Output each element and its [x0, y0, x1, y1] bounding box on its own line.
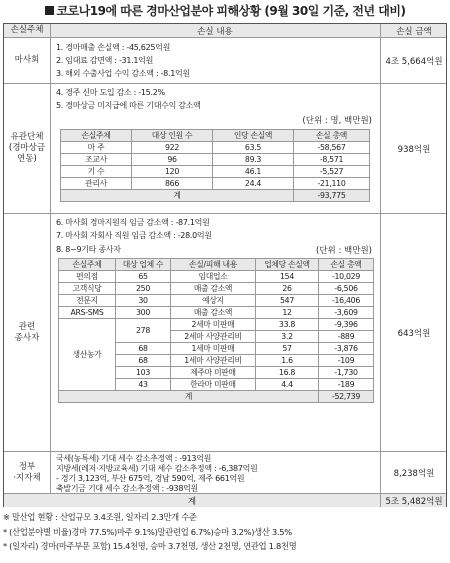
gov-line: 축발기금 기대 세수 감소추정액 : -938억원 [56, 484, 198, 493]
table-row: 2세마 사양관리비 3.2 -889 [59, 331, 374, 343]
related-line: 8. 8~9기타 종사자 [56, 245, 121, 254]
table-row: 생산농가 278 2세마 미판매 33.8 -9,396 [59, 319, 374, 331]
footnote-line: * (일자리) 경마(마주부문 포함) 15.4천명, 승마 3.7천명, 생산 2천명, 연관업 1.8천명 [3, 541, 297, 551]
union-line: 5. 경마상금 미지급에 따른 기대수익 감소액 [56, 101, 201, 110]
grand-total-label: 계 [187, 496, 197, 507]
related-amount: 643억원 [380, 214, 447, 451]
row-union [4, 84, 446, 214]
mahwa-line: 1. 경마매출 손실액 : -45,625억원 [56, 43, 171, 52]
row-gov [4, 452, 446, 494]
mahwa-subject: 마사회 [4, 38, 51, 83]
table-row: 기 수 120 46.1 -5,527 [61, 166, 370, 178]
row-mahwa [4, 38, 446, 84]
grand-total-amount: 5조 5,482억원 [380, 494, 447, 507]
grand-total-row [4, 494, 446, 507]
row-related [4, 214, 446, 452]
union-unit: (단위 : 명, 백만원) [302, 116, 372, 126]
gov-amount: 8,238억원 [380, 452, 447, 493]
page-title: 코로나19에 따른 경마산업분야 피해상황 (9월 30일 기준, 전년 대비) [0, 0, 450, 22]
footnote-line: * (산업분야별 비율)경마 77.5%)마주 9.1%)말관련업 6.7%)승마 3.2%)생산 3.5% [3, 527, 292, 537]
union-amount: 938억원 [380, 84, 447, 213]
related-content [50, 214, 380, 451]
gov-subject: 정부 ·지자체 [4, 452, 51, 493]
table-row: 68 1세마 미판매 57 -3,876 [59, 343, 374, 355]
farm-label: 생산농가 [59, 319, 116, 391]
mahwa-amount: 4조 5,664억원 [380, 38, 447, 83]
table-row: ARS-SMS 300 매출 감소액 12 -3,609 [59, 307, 374, 319]
gov-line: 지방세(레저·지방교육세) 기대 세수 감소추정액 : -6,387억원 [56, 464, 258, 473]
header-amount: 손실 금액 [380, 24, 447, 37]
related-subject: 관련 종사자 [4, 214, 51, 451]
table-row: 43 한라마 미판매 4.4 -189 [59, 379, 374, 391]
table-row: 전문지 30 예상지 547 -16,406 [59, 295, 374, 307]
header-content: 손실 내용 [197, 26, 233, 37]
mahwa-content [50, 38, 380, 83]
mahwa-line: 2. 임대료 감면액 : -31.1억원 [56, 56, 154, 65]
table-row: 관리사 866 24.4 -21,110 [61, 178, 370, 190]
related-line: 7. 마사회 자회사 직원 임금 감소액 : -28.0억원 [56, 231, 212, 240]
union-content [50, 84, 380, 213]
table-row: 68 1세마 사양관리비 1.6 -109 [59, 355, 374, 367]
gov-content [50, 452, 380, 493]
footnotes [3, 509, 447, 553]
header-subject: 손실주체 [4, 24, 51, 37]
total-row: 계 -93,775 [61, 190, 370, 202]
mahwa-line: 3. 해외 수출사업 수익 감소액 : -8.1억원 [56, 69, 190, 78]
square-bullet-icon [45, 6, 54, 15]
total-row: 계 -52,739 [59, 391, 374, 403]
union-line: 4. 경주 신마 도입 감소 : -15.2% [56, 88, 165, 97]
union-inner-table: 손실주체 대상 인원 수 인당 손실액 손실 총액 마 주 922 63.5 -58,567 조교사 96 89.3 -8,571 기 수 120 46.1 -5,527 관리사 866 24.4 -21,110 계 -93,775 [60, 129, 370, 202]
table-row: 마 주 922 63.5 -58,567 [61, 142, 370, 154]
union-subject: 유관단체 (경마상금 연동) [4, 84, 51, 213]
related-inner-table: 손실주체 대상 업체 수 손실/피해 내용 업체당 손실액 손실 총액 편의점 65 임대업소 154 -10,029 고객식당 250 매출 감소액 26 -6,506 전문지 30 예상지 547 -16,406 ARS-SMS 300 매출 감소액 12 -3,609 생산농가 278 2세마 미판매 33.8 -9,396 2세마 사양관리비 3.2 -889 68 1세마 미판매 57 -3,876 68 1세마 사양관리비 1.6 -109 103 제주마 미판매 16.8 -1,730 43 한라마 미판매 4.4 -189 계 -52,739 [58, 258, 374, 403]
related-unit: (단위 : 백만원) [316, 246, 372, 256]
damage-table [3, 23, 447, 507]
related-line: 6. 마사회 경마지원직 임금 감소액 : -87.1억원 [56, 218, 210, 227]
table-row: 편의점 65 임대업소 154 -10,029 [59, 271, 374, 283]
table-row: 조교사 96 89.3 -8,571 [61, 154, 370, 166]
footnote-line: ※ 말산업 현황 : 산업규모 3.4조원, 일자리 2.3만개 수준 [3, 512, 197, 522]
gov-line: - 경기 3,123억, 부산 675억, 경남 590억, 제주 661억원 [56, 474, 245, 483]
table-row: 고객식당 250 매출 감소액 26 -6,506 [59, 283, 374, 295]
table-row: 103 제주마 미판매 16.8 -1,730 [59, 367, 374, 379]
gov-line: 국세(농특세) 기대 세수 감소추정액 : -913억원 [56, 454, 212, 463]
table-header [4, 24, 446, 38]
